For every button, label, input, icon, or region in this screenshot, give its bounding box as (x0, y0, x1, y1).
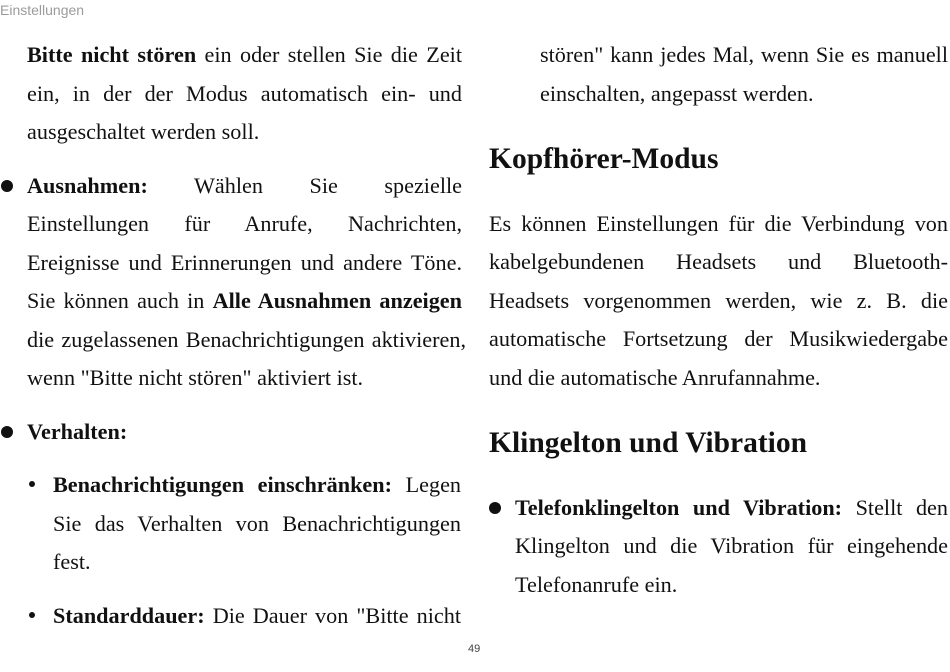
text-run: Einstellungen für Anrufe, Nachrichten, (27, 211, 462, 236)
text-run: fest. (53, 549, 91, 574)
text-run: ein, in der der Modus automatisch ein- und (27, 80, 462, 106)
list-item-exceptions (27, 167, 466, 398)
text-line (540, 75, 948, 114)
text-run: Telefonanrufe ein. (515, 571, 678, 597)
text-run: Die Dauer von "Bitte nicht (204, 602, 461, 628)
bullet-icon (1, 180, 13, 192)
text-line (53, 543, 461, 582)
text-run: einschalten, angepasst werden. (540, 80, 814, 106)
sub-item-default-duration (53, 597, 461, 636)
bold-term: Ausnahmen: (27, 172, 148, 198)
section-title: Einstellungen (0, 2, 85, 18)
text-line (53, 466, 461, 505)
list-item-behavior (27, 413, 462, 452)
text-run: Wählen Sie spezielle (147, 172, 462, 198)
text-run: ein oder stellen Sie die Zeit (196, 42, 462, 67)
text-line (27, 321, 466, 360)
text-line (27, 205, 462, 244)
text-line (515, 566, 948, 605)
text-line (489, 320, 948, 359)
sub-item-limit-notifications (53, 466, 461, 582)
text-run: Sie können auch in (27, 288, 213, 313)
text-run: wenn "Bitte nicht stören" aktiviert ist. (27, 365, 364, 390)
text-line (27, 36, 462, 75)
text-run: Legen (392, 472, 462, 497)
bold-term: Benachrichtigungen einschränken: (53, 472, 393, 497)
sub-item-default-duration-continued (540, 36, 948, 113)
text-run: automatische Fortsetzung der Musikwiedergabe (489, 326, 948, 352)
text-line (53, 597, 461, 636)
text-line (515, 527, 948, 566)
text-line (489, 243, 948, 282)
text-line (27, 167, 462, 206)
text-run: und die automatische Anrufannahme. (489, 364, 821, 390)
bold-term: Telefonklingelton und Vibration: (515, 494, 843, 520)
bullet-icon (489, 502, 501, 514)
text-line (27, 359, 462, 398)
text-run: Sie das Verhalten von Benachrichtigungen (53, 510, 461, 536)
text-line (515, 489, 948, 528)
text-line (27, 413, 462, 452)
text-run: Headsets vorgenommen werden, wie z. B. die (489, 287, 948, 313)
bold-term: Verhalten: (27, 418, 128, 444)
bold-term: Bitte nicht stören (27, 42, 197, 67)
bold-term: Alle Ausnahmen anzeigen (212, 288, 462, 313)
text-run: Es können Einstellungen für die Verbindung von (489, 210, 948, 236)
text-line (27, 75, 462, 114)
text-line (27, 113, 462, 152)
list-item-phone-ringtone (515, 489, 948, 605)
text-run: stören" kann jedes Mal, wenn Sie es manuell (540, 42, 948, 67)
text-run: Stellt den (842, 494, 948, 520)
bold-term: Standarddauer: (53, 602, 205, 628)
text-line (489, 205, 948, 244)
section-heading-ringtone-vibration: Klingelton und Vibration (489, 427, 808, 459)
text-run: kabelgebundenen Headsets und Bluetooth- (489, 249, 948, 275)
text-run: Klingelton und die Vibration für eingehende (515, 533, 948, 559)
page-number: 49 (468, 643, 481, 655)
sub-bullet-icon (29, 481, 35, 487)
text-line (27, 244, 462, 283)
text-run: Ereignisse und Erinnerungen und andere Töne. (27, 249, 462, 275)
text-line (489, 359, 948, 398)
text-run: ausgeschaltet werden soll. (27, 119, 260, 144)
text-line (53, 505, 461, 544)
sub-bullet-icon (29, 612, 35, 618)
bullet-icon (1, 426, 13, 438)
text-line (27, 282, 462, 321)
text-line (540, 36, 948, 75)
section-heading-headphone-mode: Kopfhörer-Modus (489, 143, 719, 175)
text-line (489, 282, 948, 321)
headphone-mode-paragraph (489, 205, 948, 398)
dnd-intro-paragraph (27, 36, 462, 152)
text-run: die zugelassenen Benachrichtigungen aktivieren, (27, 326, 466, 352)
